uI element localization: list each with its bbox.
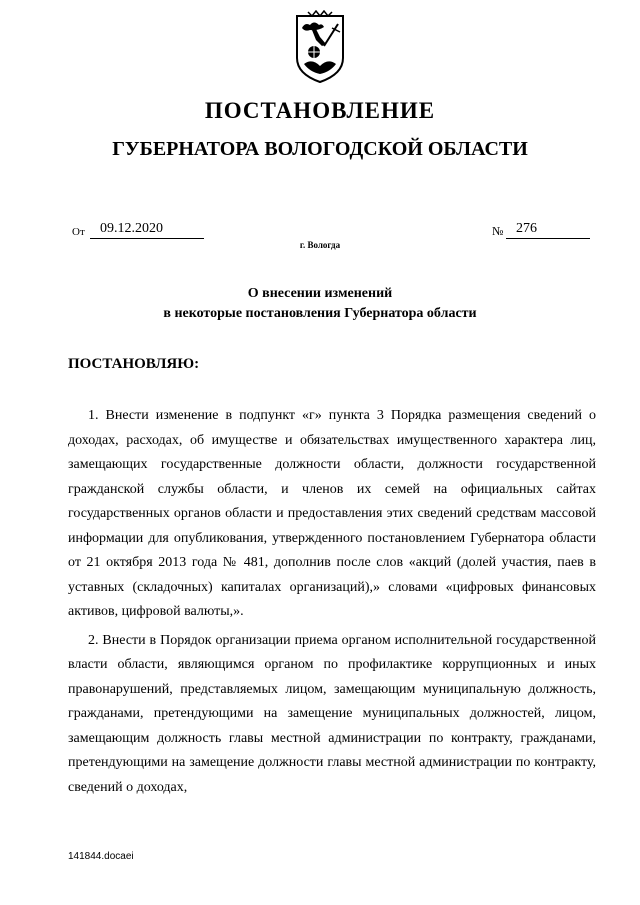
number-label: № (492, 224, 504, 238)
date-label: От (72, 226, 85, 238)
paragraph-1: 1. Внести изменение в подпункт «г» пункта 3 Порядка размещения сведений о доходах, расходах, об имуществе и обязательствах имущественного характера лиц, замещающих государственные должности области, должности государственной гражданской службы области, и членов их семей на официальных сайтах государственных органов области и предоставления этих сведений средствам массовой информации для опубликования, утвержденного постановлением Губернатора области от 21 октября 2013 года № 481, дополнив после слов «акций (долей участия, паев в уставных (складочных) капиталах организаций),» словами «цифровых финансовых активов, цифровой валюты,». (68, 408, 596, 619)
document-body (68, 404, 596, 804)
document-title: ПОСТАНОВЛЕНИЕ (204, 98, 436, 123)
city-label: г. Вологда (299, 240, 341, 250)
coat-of-arms-emblem (294, 10, 346, 84)
subject-line-2: в некоторые постановления Губернатора области (163, 306, 477, 321)
document-subject (0, 284, 640, 324)
paragraph-2: 2. Внести в Порядок организации приема органом исполнительной государственной власти области, являющимся органом по профилактике коррупционных и иных правонарушений, представляемых лицом, замещающим муниципальную должность, гражданами, претендующими на замещение муниципальных должностей, лицом, замещающим должность главы местной администрации по контракту, гражданами, претендующими на замещение должности главы местной администрации по контракту, сведений о доходах, (68, 632, 596, 795)
document-subtitle: ГУБЕРНАТОРА ВОЛОГОДСКОЙ ОБЛАСТИ (112, 138, 528, 160)
subject-line-1: О внесении изменений (247, 286, 393, 301)
number-value: 276 (506, 220, 590, 239)
document-code: 141844.docaei (68, 851, 134, 862)
resolve-heading: ПОСТАНОВЛЯЮ: (68, 356, 200, 372)
date-value: 09.12.2020 (90, 220, 204, 239)
